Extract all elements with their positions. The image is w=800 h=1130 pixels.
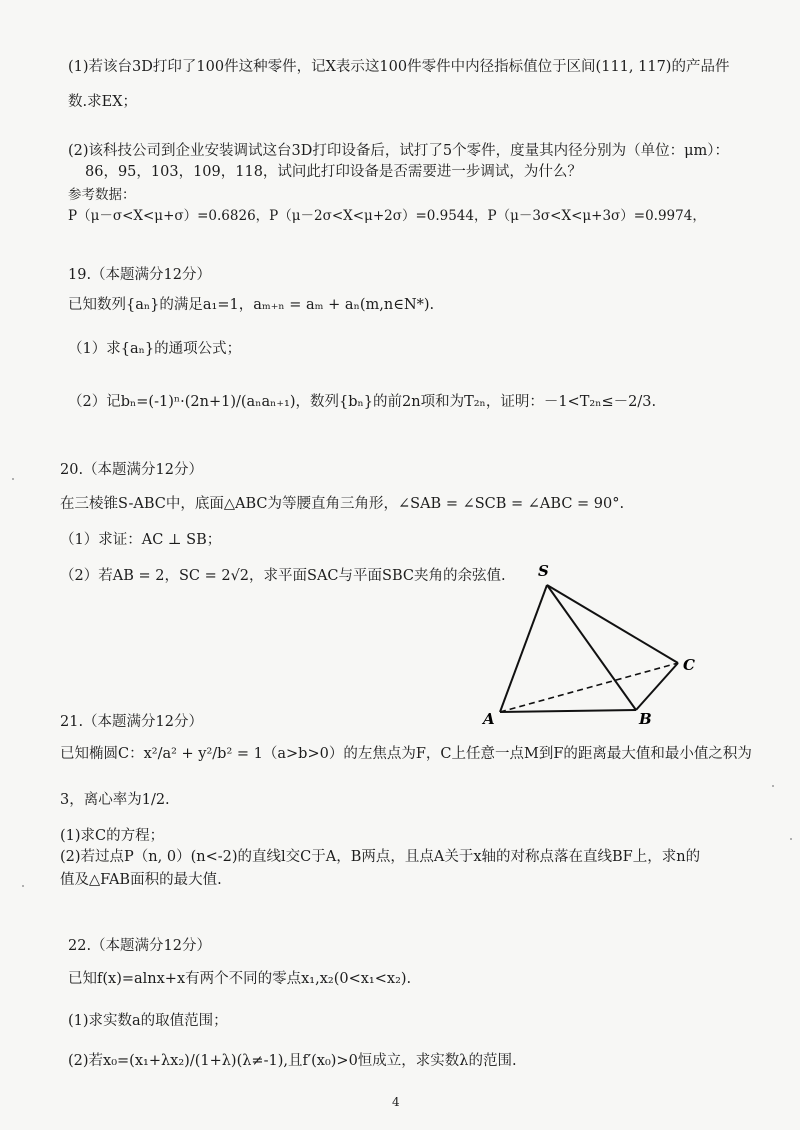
q20-heading: 20.（本题满分12分） <box>60 462 204 478</box>
q18-part1-line1: (1)若该台3D打印了100件这种零件，记X表示这100件零件中内径指标值位于区间(111, 117)的产品件 <box>68 59 730 75</box>
scan-speck <box>22 885 24 887</box>
q18-part1-line2: 数.求EX； <box>68 94 138 110</box>
reference-data-values: P（μ－σ<X<μ+σ）=0.6826，P（μ－2σ<X<μ+2σ）=0.9544，P（μ－3σ<X<μ+3σ）=0.9974， <box>68 208 706 224</box>
label-s: S <box>538 562 549 580</box>
q18-part2-line1: (2)该科技公司到企业安装调试这台3D打印设备后，试打了5个零件，度量其内径分别为（单位：μm）： <box>68 143 730 159</box>
pyramid-figure <box>470 560 710 730</box>
edge-sc <box>547 585 678 663</box>
q22-part2: (2)若x₀=(x₁+λx₂)/(1+λ)(λ≠-1),且f′(x₀)>0恒成立，求实数λ的范围. <box>68 1053 517 1069</box>
reference-data-heading: 参考数据： <box>68 187 136 203</box>
scan-speck <box>12 478 14 480</box>
q21-stem-line2: 3，离心率为1/2. <box>60 792 170 808</box>
scan-speck <box>790 838 792 840</box>
q20-part1: （1）求证：AC ⊥ SB； <box>60 532 222 548</box>
q20-stem: 在三棱锥S-ABC中，底面△ABC为等腰直角三角形，∠SAB = ∠SCB = ∠ABC = 90°. <box>60 496 625 512</box>
edge-ab <box>500 710 636 712</box>
edge-bc <box>636 663 678 710</box>
q18-part2-line2: 86，95，103，109，118，试问此打印设备是否需要进一步调试，为什么？ <box>85 164 582 180</box>
edge-sa <box>500 585 547 712</box>
q19-stem: 已知数列{aₙ}的满足a₁=1，aₘ₊ₙ = aₘ + aₙ(m,n∈N*). <box>68 297 435 313</box>
page-number: 4 <box>392 1095 400 1109</box>
q22-heading: 22.（本题满分12分） <box>68 938 212 954</box>
label-a: A <box>483 710 495 728</box>
q21-stem-line1: 已知椭圆C：x²/a² + y²/b² = 1（a>b>0）的左焦点为F，C上任意一点M到F的距离最大值和最小值之积为 <box>60 746 752 762</box>
edge-ac-hidden <box>500 663 678 712</box>
q19-part2: （2）记bₙ=(-1)ⁿ·(2n+1)/(aₙaₙ₊₁)，数列{bₙ}的前2n项和为T₂ₙ，证明：－1<T₂ₙ≤－2/3. <box>68 394 657 410</box>
q19-heading: 19.（本题满分12分） <box>68 267 212 283</box>
q21-part1: (1)求C的方程； <box>60 828 165 844</box>
q22-part1: (1)求实数a的取值范围； <box>68 1013 228 1029</box>
q21-part2-line2: 值及△FAB面积的最大值. <box>60 872 222 888</box>
q21-part2-line1: (2)若过点P（n, 0）(n<-2)的直线l交C于A，B两点，且点A关于x轴的对称点落在直线BF上，求n的 <box>60 849 701 865</box>
label-b: B <box>639 710 652 728</box>
q21-heading: 21.（本题满分12分） <box>60 714 204 730</box>
q20-part2: （2）若AB = 2，SC = 2√2，求平面SAC与平面SBC夹角的余弦值. <box>60 568 506 584</box>
edge-sb <box>547 585 636 710</box>
q22-stem: 已知f(x)=alnx+x有两个不同的零点x₁,x₂(0<x₁<x₂). <box>68 971 412 987</box>
label-c: C <box>683 656 695 674</box>
scan-speck <box>772 785 774 787</box>
q19-part1: （1）求{aₙ}的通项公式； <box>68 341 242 357</box>
